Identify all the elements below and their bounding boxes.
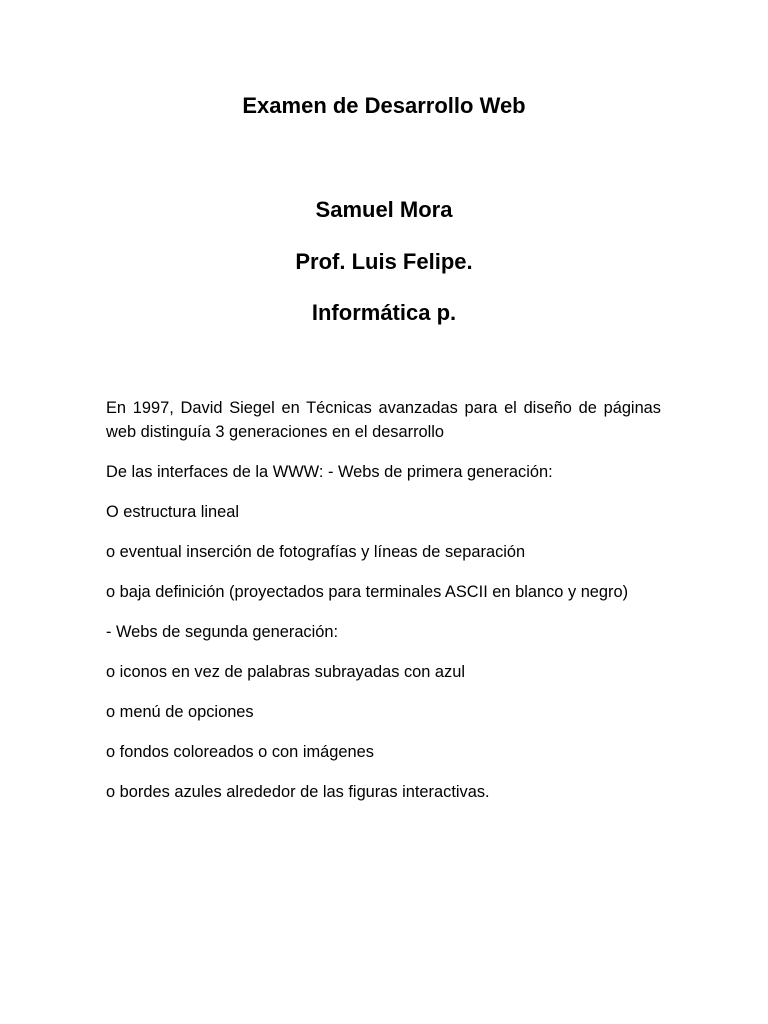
section-heading-second-generation: - Webs de segunda generación:	[106, 623, 339, 641]
list-item: o fondos coloreados o con imágenes	[106, 743, 374, 761]
list-item: o iconos en vez de palabras subrayadas con azul	[106, 663, 466, 681]
document-body	[106, 396, 661, 820]
paragraph-interfaces: De las interfaces de la WWW: - Webs de primera generación:	[106, 463, 553, 481]
author-name: Samuel Mora	[315, 197, 453, 222]
document-title: Examen de Desarrollo Web	[242, 93, 526, 118]
list-item: O estructura lineal	[106, 503, 240, 521]
subject-name: Informática p.	[311, 300, 457, 325]
list-item: o bordes azules alrededor de las figuras interactivas.	[106, 783, 490, 801]
list-item: o eventual inserción de fotografías y líneas de separación	[106, 543, 526, 561]
list-item: o baja definición (proyectados para terminales ASCII en blanco y negro)	[106, 583, 629, 601]
paragraph-intro: En 1997, David Siegel en Técnicas avanzadas para el diseño de páginas web distinguía 3 generaciones en el desarrollo	[106, 399, 661, 441]
list-item: o menú de opciones	[106, 703, 254, 721]
professor-name: Prof. Luis Felipe.	[295, 249, 473, 274]
